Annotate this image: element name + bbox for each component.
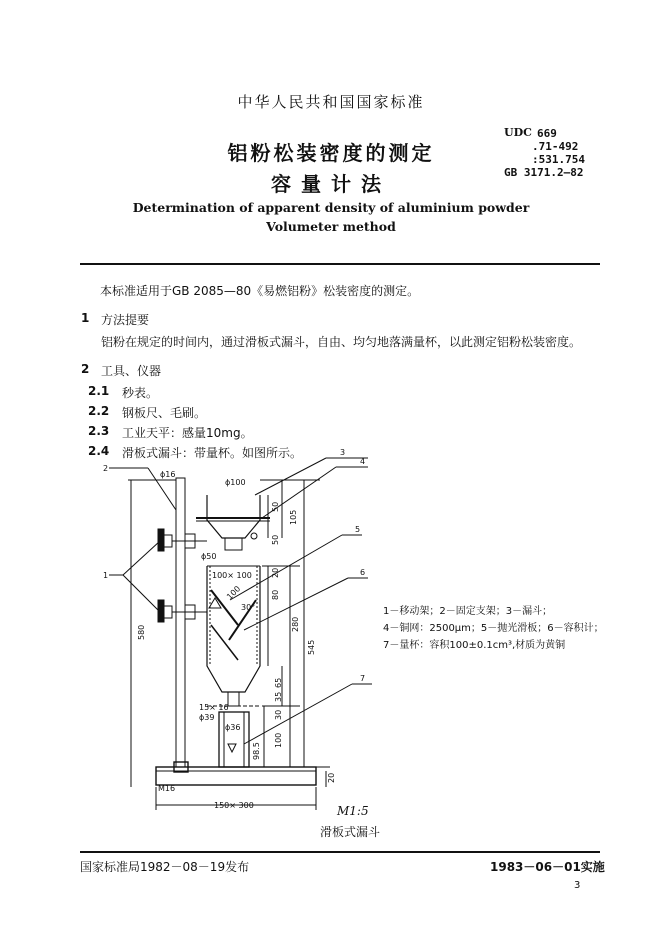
dim-65: 65 xyxy=(274,677,283,688)
dim-d16: ϕ16 xyxy=(160,470,176,479)
section-1-number: 1 xyxy=(81,311,90,325)
dim-angle-30: 30° xyxy=(241,603,256,612)
dim-35: 35 xyxy=(274,691,283,702)
section-2-title: 工具、仪器 xyxy=(101,364,162,378)
section-1-title: 方法提要 xyxy=(101,313,150,327)
funnel xyxy=(207,495,260,538)
dim-280: 280 xyxy=(291,616,300,632)
effective-date: 1983－06－01实施 xyxy=(490,860,605,874)
figure-label-2: 2 xyxy=(103,464,109,473)
fixed-support-rod xyxy=(176,478,185,767)
dim-d39: ϕ39 xyxy=(199,713,215,722)
item-number: 2.1 xyxy=(88,384,110,398)
page-number: 3 xyxy=(574,880,581,891)
dim-d100: ϕ100 xyxy=(225,478,246,487)
udc-line-3: :531.754 xyxy=(532,153,585,166)
legend-line: 4－铜网：2500μm；5－抛光滑板；6－容积计； xyxy=(383,623,604,634)
gb-number: GB 3171.2—82 xyxy=(504,166,584,179)
dim-20b: 20 xyxy=(327,772,336,783)
figure-label-7: 7 xyxy=(360,674,366,683)
item-number: 2.3 xyxy=(88,424,110,438)
figure-label-1: 1 xyxy=(103,571,109,580)
intro-paragraph: 本标准适用于GB 2085—80《易燃铝粉》松装密度的测定。 xyxy=(100,284,420,298)
dim-30: 30 xyxy=(274,709,283,720)
udc-label: UDC xyxy=(504,126,532,139)
dim-20: 20 xyxy=(271,567,280,578)
national-standard-title: 中华人民共和国国家标准 xyxy=(237,93,425,111)
dim-50b: 50 xyxy=(271,534,280,545)
figure-scale: M1:5 xyxy=(337,804,369,818)
figure-label-4: 4 xyxy=(360,457,366,466)
item-text: 滑板式漏斗：带量杯。如图所示。 xyxy=(122,446,303,460)
udc-line-1: 669 xyxy=(537,127,557,140)
item-text: 工业天平：感量10mg。 xyxy=(122,426,253,440)
item-text: 钢板尺、毛刷。 xyxy=(122,406,207,420)
dim-105: 105 xyxy=(289,509,298,525)
figure-label-5: 5 xyxy=(355,525,361,534)
document-title-en: Determination of apparent density of aluminium powder xyxy=(132,200,530,215)
dim-15x16: 15× 16 xyxy=(199,703,229,712)
figure-label-3: 3 xyxy=(340,448,346,457)
figure-caption: 滑板式漏斗 xyxy=(320,825,381,839)
dim-d36: ϕ36 xyxy=(225,723,241,732)
item-number: 2.4 xyxy=(88,444,110,458)
issue-date: 国家标准局1982－08－19发布 xyxy=(80,860,250,874)
dim-100x100: 100× 100 xyxy=(212,571,252,580)
dim-50: 50 xyxy=(271,501,280,512)
dim-angle-100: 100 xyxy=(225,584,243,602)
figure-label-6: 6 xyxy=(360,568,366,577)
dim-m16: M16 xyxy=(158,784,176,793)
section-2-number: 2 xyxy=(81,362,90,376)
dim-545: 545 xyxy=(307,639,316,655)
legend-line: 1－移动架；2－固定支架；3－漏斗； xyxy=(383,606,553,617)
document-subtitle-en: Volumeter method xyxy=(266,219,396,234)
udc-line-2: .71-492 xyxy=(532,140,579,153)
dim-150x300: 150× 300 xyxy=(214,801,254,810)
dim-d50: ϕ50 xyxy=(201,552,217,561)
legend-line: 7－量杯：容积100±0.1cm³,材质为黄铜 xyxy=(383,640,566,651)
dim-580: 580 xyxy=(137,624,146,640)
section-1-text: 铝粉在规定的时间内，通过滑板式漏斗，自由、均匀地落满量杯，以此测定铝粉松装密度。 xyxy=(101,335,582,349)
dim-100: 100 xyxy=(274,732,283,748)
dim-98-5: 98.5 xyxy=(252,742,261,760)
document-title-cn: 铝粉松装密度的测定 xyxy=(227,141,435,165)
dim-80: 80 xyxy=(271,589,280,600)
base-plate xyxy=(156,767,316,785)
document-subtitle-cn: 容量计法 xyxy=(271,172,391,196)
item-number: 2.2 xyxy=(88,404,110,418)
item-text: 秒表。 xyxy=(122,386,159,400)
footer-rule xyxy=(80,851,600,853)
